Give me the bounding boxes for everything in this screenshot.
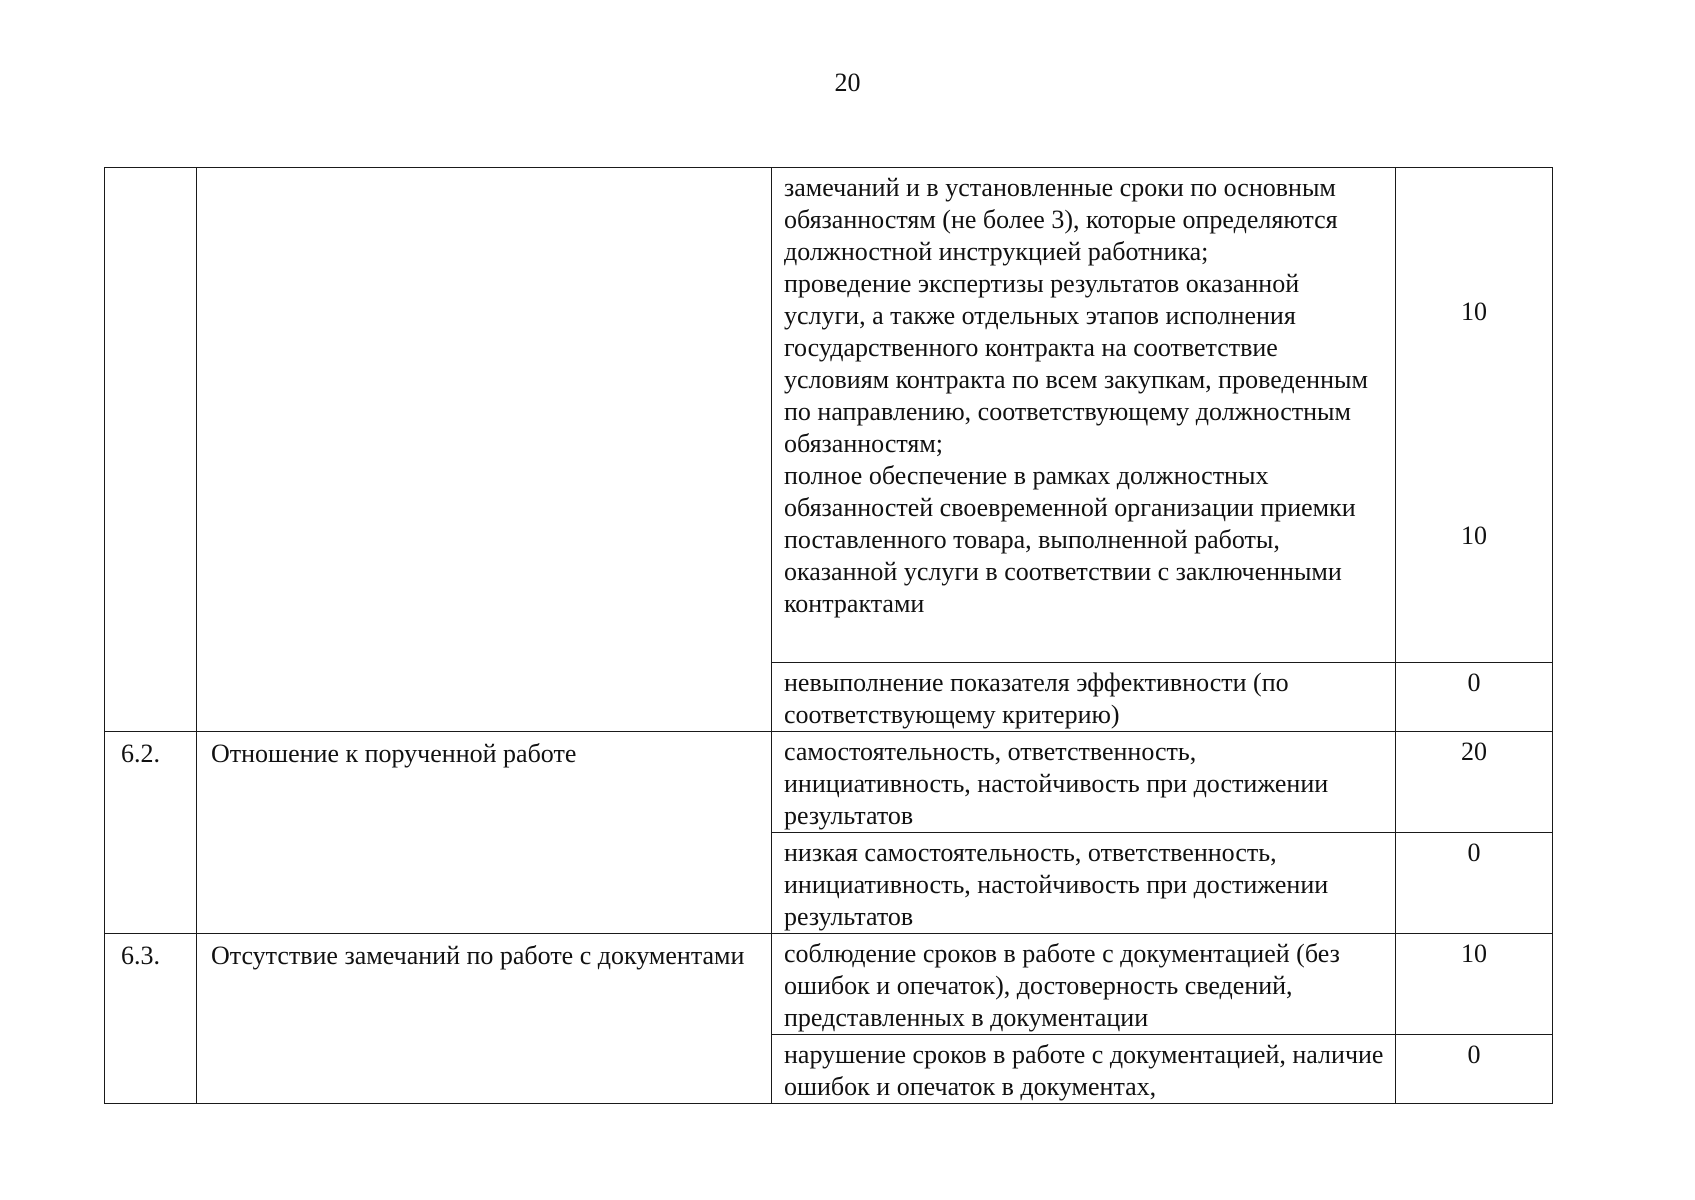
points-value: 10 — [1461, 521, 1487, 550]
criterion-text: низкая самостоятельность, ответственность, инициативность, настойчивость при достижении результатов — [784, 838, 1329, 931]
criterion-cell — [772, 1035, 1396, 1104]
criterion-cell — [772, 732, 1396, 833]
points-cell — [1396, 732, 1553, 833]
item-name-cell — [197, 934, 772, 1104]
criterion-text: самостоятельность, ответственность, инициативность, настойчивость при достижении результатов — [784, 737, 1329, 830]
item-name: Отношение к порученной работе — [211, 739, 577, 768]
item-name: Отсутствие замечаний по работе с документами — [211, 941, 745, 970]
points-value: 0 — [1467, 838, 1481, 867]
points-cell — [1396, 168, 1553, 663]
points-cell — [1396, 663, 1553, 732]
points-value: 10 — [1461, 297, 1487, 326]
table-row — [105, 934, 1553, 1035]
points-value — [1396, 168, 1552, 296]
item-number-cell — [105, 168, 197, 732]
table-row — [105, 732, 1553, 833]
criterion-text: полное обеспечение в рамках должностных обязанностей своевременной организации приемки поставленного товара, выполненной работы, оказанной услуги в соответствии с заключенными контрактами — [784, 461, 1356, 618]
table-row — [105, 168, 1553, 663]
criterion-cell — [772, 934, 1396, 1035]
criterion-text: нарушение сроков в работе с документацией, наличие ошибок и опечаток в документах, — [784, 1040, 1384, 1101]
item-name-cell — [197, 168, 772, 732]
points-cell — [1396, 833, 1553, 934]
criterion-text: проведение экспертизы результатов оказанной услуги, а также отдельных этапов исполнения государственного контракта на соответствие условиям контракта по всем закупкам, проведенным по направлению, соответствующему должностным обязанностям; — [784, 269, 1368, 458]
item-number: 6.3. — [121, 941, 160, 970]
criterion-cell — [772, 663, 1396, 732]
item-number-cell — [105, 934, 197, 1104]
points-cell — [1396, 934, 1553, 1035]
item-number-cell — [105, 732, 197, 934]
item-name-cell — [197, 732, 772, 934]
points-value: 0 — [1467, 668, 1481, 697]
points-value: 10 — [1461, 939, 1487, 968]
criteria-table — [104, 167, 1553, 1104]
criterion-cell — [772, 168, 1396, 663]
points-value: 20 — [1461, 737, 1487, 766]
criterion-text: невыполнение показателя эффективности (по соответствующему критерию) — [784, 668, 1289, 729]
criterion-cell — [772, 833, 1396, 934]
criterion-text: соблюдение сроков в работе с документацией (без ошибок и опечаток), достоверность сведений, представленных в документации — [784, 939, 1340, 1032]
criterion-text: замечаний и в установленные сроки по основным обязанностям (не более 3), которые определяются должностной инструкцией работника; — [784, 173, 1338, 266]
page-number: 20 — [834, 68, 861, 97]
item-number: 6.2. — [121, 739, 160, 768]
points-value: 0 — [1467, 1040, 1481, 1069]
points-cell — [1396, 1035, 1553, 1104]
